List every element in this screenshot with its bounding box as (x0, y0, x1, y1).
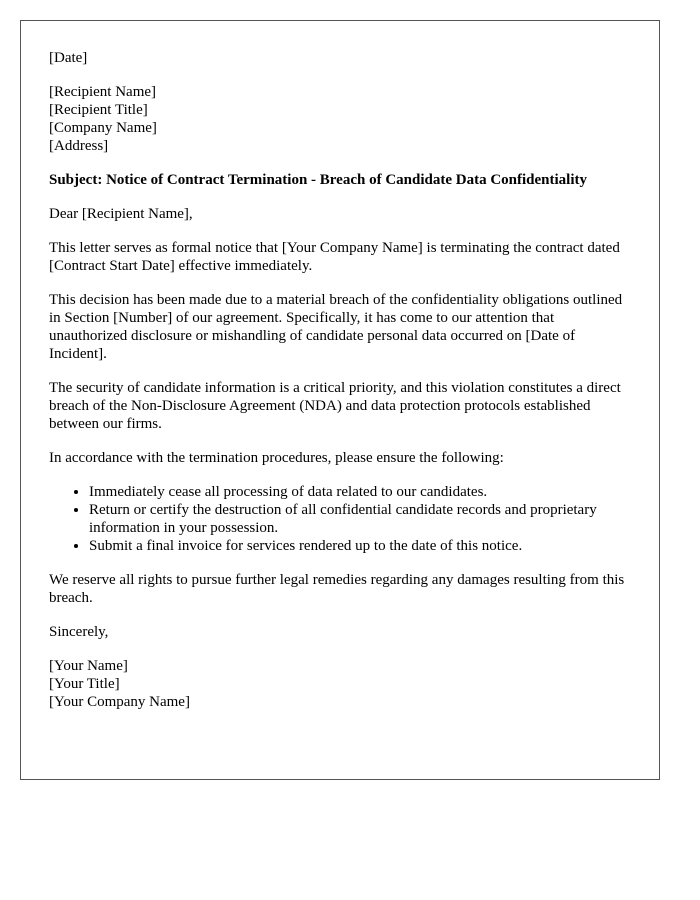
recipient-address: [Address] (49, 138, 109, 154)
sender-title: [Your Title] (49, 676, 120, 692)
sender-signature-block (49, 657, 631, 711)
sender-name: [Your Name] (49, 658, 128, 674)
recipient-company: [Company Name] (49, 120, 157, 136)
recipient-name: [Recipient Name] (49, 84, 157, 100)
date-line: [Date] (49, 50, 88, 66)
subject-line: Subject: Notice of Contract Termination - Breach of Candidate Data Confidentiality (49, 172, 588, 188)
paragraph-notice: This letter serves as formal notice that [Your Company Name] is terminating the contract dated [Contract Start Date] effective immediately. (49, 240, 620, 274)
list-item: • Immediately cease all processing of data related to our candidates. (89, 483, 631, 501)
list-item: • Return or certify the destruction of all confidential candidate records and proprietary information in your possession. (89, 501, 631, 537)
paragraph-procedures-intro: In accordance with the termination procedures, please ensure the following: (49, 450, 504, 466)
recipient-title: [Recipient Title] (49, 102, 148, 118)
paragraph-reason: This decision has been made due to a material breach of the confidentiality obligations outlined in Section [Number] of our agreement. Specifically, it has come to our attention that unauthorized disclosure or mishandling of candidate personal data occurred on [Date of Incident]. (49, 292, 623, 362)
requirements-list (49, 483, 631, 555)
list-item: • Submit a final invoice for services rendered up to the date of this notice. (89, 537, 631, 555)
salutation: Dear [Recipient Name], (49, 206, 193, 222)
paragraph-security: The security of candidate information is a critical priority, and this violation constitutes a direct breach of the Non-Disclosure Agreement (NDA) and data protection protocols established between our firms. (49, 380, 621, 432)
sign-off: Sincerely, (49, 624, 109, 640)
recipient-address-block (49, 83, 631, 155)
sender-company: [Your Company Name] (49, 694, 190, 710)
date-block (49, 49, 631, 67)
letter-document (20, 20, 660, 780)
paragraph-legal-remedies: We reserve all rights to pursue further legal remedies regarding any damages resulting from this breach. (49, 572, 625, 606)
